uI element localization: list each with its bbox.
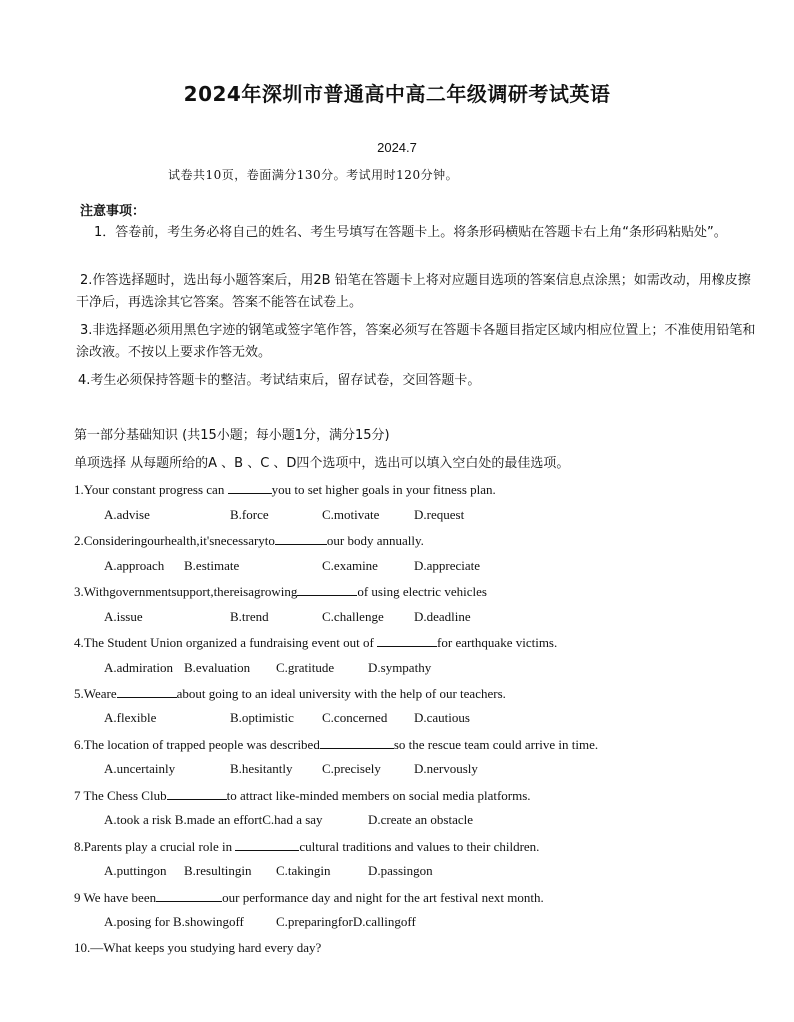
question-stem-end: you to set higher goals in your fitness plan. [271, 482, 496, 497]
option-c: C.gratitude [276, 660, 335, 675]
option-d: D.cautious [414, 710, 470, 725]
answer-blank [228, 481, 272, 494]
option-c: C.examine [322, 558, 378, 573]
option-a: A.flexible [104, 710, 157, 725]
question-stem: 9 We have been [74, 890, 157, 905]
option-b: B.hesitantly [230, 761, 293, 776]
option-b: B.force [230, 507, 269, 522]
option-b: B.evaluation [184, 660, 251, 675]
question-stem-end: cultural traditions and values to their children. [299, 839, 540, 854]
question-4 [74, 634, 557, 651]
question-8 [74, 838, 539, 855]
question-stem-end: so the rescue team could arrive in time. [393, 737, 599, 752]
question-2 [74, 532, 424, 549]
option-a: A.issue [104, 609, 143, 624]
question-stem: 6.The location of trapped people was described [74, 737, 320, 752]
question-stem: 7 The Chess Club [74, 788, 167, 803]
option-c: C.challenge [322, 609, 384, 624]
option-c: C.motivate [322, 507, 380, 522]
question-stem-end: for earthquake victims. [437, 635, 558, 650]
question-stem-end: our performance day and night for the art festival next month. [222, 890, 544, 905]
page-title: 2024年深圳市普通高中高二年级调研考试英语 [183, 82, 611, 106]
option-d: D.create an obstacle [368, 812, 474, 827]
question-stem: 4.The Student Union organized a fundraising event out of [74, 635, 378, 650]
answer-blank [235, 838, 299, 851]
question-stem-end: about going to an ideal university with the help of our teachers. [176, 686, 506, 701]
question-7 [74, 787, 531, 804]
answer-blank [320, 736, 394, 749]
option-c: C.takingin [276, 863, 331, 878]
option-a-b-c: A.took a risk B.made an effortC.had a say [104, 812, 323, 827]
option-b: B.resultingin [184, 863, 252, 878]
option-d: D.passingon [368, 863, 433, 878]
question-5 [74, 685, 506, 702]
option-d: D.nervously [414, 761, 478, 776]
note-item-3: 3.非选择题必须用黑色字迹的钢笔或签字笔作答，答案必须写在答题卡各题目指定区域内相应位置上；不准使用铅笔和涂改液。不按以上要求作答无效。 [76, 323, 756, 360]
option-d: D.sympathy [368, 660, 432, 675]
question-stem: 3.Withgovernmentsupport,thereisagrowing [74, 584, 298, 599]
option-a-b: A.posing for B.showingoff [104, 914, 244, 929]
note-item-4: 4.考生必须保持答题卡的整洁。考试结束后，留存试卷，交回答题卡。 [78, 373, 481, 388]
question-9 [74, 889, 544, 906]
option-a: A.approach [104, 558, 165, 573]
option-a: A.puttingon [104, 863, 167, 878]
note-item-2: 2.作答选择题时，选出每小题答案后，用2B 铅笔在答题卡上将对应题目选项的答案信息点涂黑；如需改动，用橡皮擦干净后，再选涂其它答案。答案不能答在试卷上。 [76, 273, 751, 310]
option-b: B.trend [230, 609, 269, 624]
question-6 [74, 736, 598, 753]
question-stem: 5.Weare [74, 686, 117, 701]
question-stem-end: of using electric vehicles [357, 584, 487, 599]
question-stem-end: our body annually. [326, 533, 424, 548]
section-instruction: 单项选择 从每题所给的A 、B 、C 、D四个选项中，选出可以填入空白处的最佳选项。 [74, 456, 570, 471]
option-a: A.admiration [104, 660, 173, 675]
answer-blank [275, 532, 327, 545]
answer-blank [117, 685, 177, 698]
answer-blank [156, 889, 222, 902]
option-d: D.deadline [414, 609, 471, 624]
answer-blank [297, 583, 357, 596]
option-b: B.optimistic [230, 710, 294, 725]
question-stem: 8.Parents play a crucial role in [74, 839, 236, 854]
option-a: A.uncertainly [104, 761, 176, 776]
question-10: 10.—What keeps you studying hard every day? [74, 940, 322, 955]
question-3 [74, 583, 487, 600]
option-d: D.appreciate [414, 558, 481, 573]
question-1 [74, 481, 496, 498]
answer-blank [377, 634, 437, 647]
option-b: B.estimate [184, 558, 240, 573]
option-d: D.request [414, 507, 465, 522]
note-item-1: 1．答卷前，考生务必将自己的姓名、考生号填写在答题卡上。将条形码横贴在答题卡右上角“条形码粘贴处”。 [94, 225, 727, 240]
question-stem-end: to attract like-minded members on social media platforms. [226, 788, 531, 803]
exam-date: 2024.7 [377, 140, 417, 155]
option-a: A.advise [104, 507, 150, 522]
exam-info: 试卷共10页，卷面满分130分。考试用时120分钟。 [168, 168, 459, 182]
option-c-d: C.preparingforD.callingoff [276, 914, 416, 929]
notes-heading: 注意事项： [80, 204, 146, 219]
question-stem: 2.Consideringourhealth,it'snecessaryto [74, 533, 275, 548]
section-title: 第一部分基础知识 (共15小题；每小题1分，满分15分) [74, 428, 390, 443]
question-stem: 1.Your constant progress can [74, 482, 228, 497]
answer-blank [167, 787, 227, 800]
option-c: C.precisely [322, 761, 381, 776]
option-c: C.concerned [322, 710, 388, 725]
